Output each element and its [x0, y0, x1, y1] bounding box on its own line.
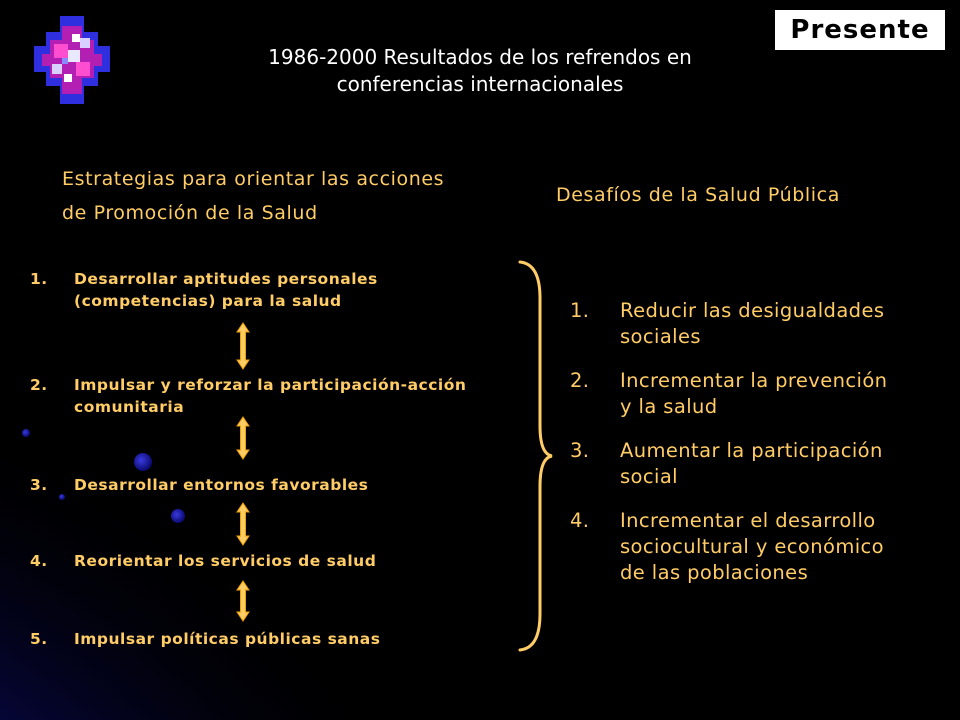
- double-arrow-icon: [236, 502, 250, 546]
- list-item-text: [620, 298, 930, 350]
- list-item-line: Impulsar y reforzar la participación-acción: [74, 376, 467, 394]
- list-item: [30, 374, 530, 418]
- list-item-number: 5.: [30, 630, 48, 648]
- list-item-number: 3.: [30, 476, 48, 494]
- list-item-text: [74, 374, 530, 418]
- list-item-number: 3.: [570, 439, 590, 462]
- list-item-text: [620, 508, 930, 586]
- list-item: [30, 268, 530, 312]
- list-item-number: 4.: [570, 509, 590, 532]
- list-item-line: social: [620, 465, 678, 488]
- list-item-line: (competencias) para la salud: [74, 292, 342, 310]
- list-item-line: sociocultural y económico: [620, 535, 884, 558]
- list-item: [30, 550, 530, 572]
- challenges-heading: Desafíos de la Salud Pública: [556, 184, 840, 206]
- mosaic-cross-logo-icon: [32, 14, 112, 106]
- list-item-line: Incrementar el desarrollo: [620, 509, 876, 532]
- list-item-text: [620, 368, 930, 420]
- presente-badge: Presente: [775, 10, 945, 50]
- strategies-heading: [62, 162, 522, 230]
- list-item: [570, 508, 930, 586]
- challenges-list: [570, 298, 930, 604]
- list-item-text: [620, 438, 930, 490]
- slide-title-line-2: conferencias internacionales: [336, 72, 624, 96]
- list-item-text: [74, 628, 530, 650]
- list-item: [30, 628, 530, 650]
- list-item-line: y la salud: [620, 395, 718, 418]
- strategies-heading-line-1: Estrategias para orientar las acciones: [62, 168, 445, 190]
- list-item-text: [74, 550, 530, 572]
- list-item-number: 1.: [570, 299, 590, 322]
- list-item: [570, 438, 930, 490]
- list-item-line: sociales: [620, 325, 701, 348]
- strategies-heading-line-2: de Promoción de la Salud: [62, 202, 318, 224]
- list-item-text: [74, 474, 530, 496]
- list-item-number: 2.: [30, 376, 48, 394]
- list-item: [570, 368, 930, 420]
- list-item-number: 2.: [570, 369, 590, 392]
- slide-title-line-1: 1986-2000 Resultados de los refrendos en: [268, 45, 692, 69]
- list-item-line: comunitaria: [74, 398, 185, 416]
- double-arrow-icon: [236, 416, 250, 460]
- list-item: [570, 298, 930, 350]
- double-arrow-icon: [236, 580, 250, 622]
- curly-brace-icon: [516, 258, 556, 654]
- list-item-line: Desarrollar entornos favorables: [74, 476, 369, 494]
- list-item-line: Aumentar la participación: [620, 439, 883, 462]
- list-item-line: Desarrollar aptitudes personales: [74, 270, 378, 288]
- list-item-line: Reorientar los servicios de salud: [74, 552, 377, 570]
- list-item-line: de las poblaciones: [620, 561, 809, 584]
- list-item: [30, 474, 530, 496]
- slide-title: [180, 44, 780, 98]
- double-arrow-icon: [236, 322, 250, 370]
- list-item-text: [74, 268, 530, 312]
- list-item-line: Impulsar políticas públicas sanas: [74, 630, 381, 648]
- list-item-line: Incrementar la prevención: [620, 369, 888, 392]
- list-item-number: 4.: [30, 552, 48, 570]
- list-item-line: Reducir las desigualdades: [620, 299, 885, 322]
- list-item-number: 1.: [30, 270, 48, 288]
